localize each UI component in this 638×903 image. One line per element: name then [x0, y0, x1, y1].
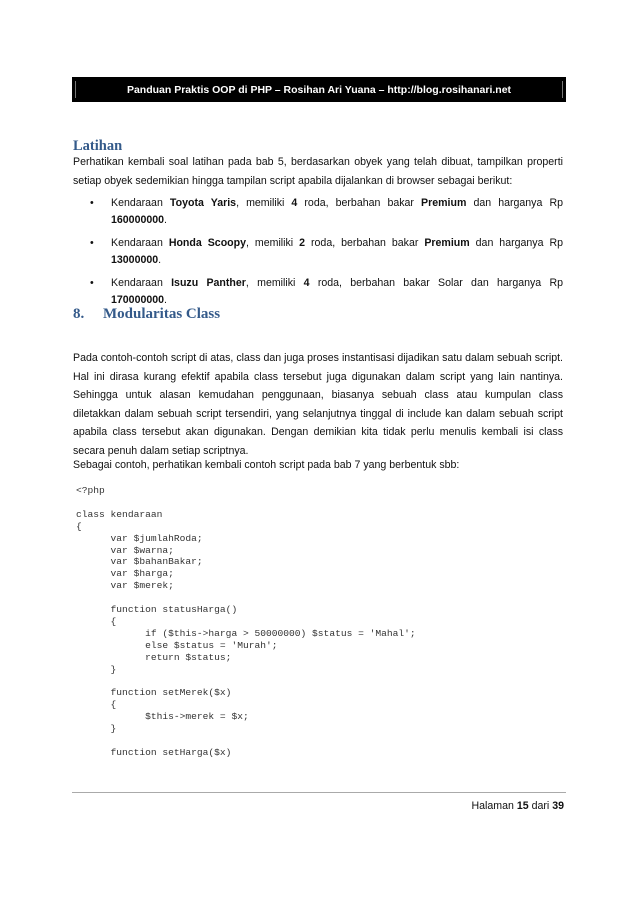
latihan-intro: Perhatikan kembali soal latihan pada bab 5, berdasarkan obyek yang telah dibuat, tampilkan properti setiap obyek sedemikian hingga tampilan script apabila dijalankan di browser sebagai berikut: [73, 156, 563, 187]
section-number: 8. [73, 306, 85, 322]
bullet-icon: • [90, 237, 94, 249]
bullet-icon: • [90, 197, 94, 209]
running-header-text: Panduan Praktis OOP di PHP – Rosihan Ari Yuana – http://blog.rosihanari.net [126, 83, 512, 96]
list-item: • Kendaraan Toyota Yaris, memiliki 4 roda, berbahan bakar Premium dan harganya Rp 160000000. [90, 197, 563, 226]
section-8-paragraph: Pada contoh-contoh script di atas, class dan juga proses instantisasi dijadikan satu dalam sebuah script. Hal ini dirasa kurang efektif apabila class tersebut juga digunakan dalam script yang lain nantinya. Sehingga untuk alasan kemudahan penggunaan, biasanya sebuah class atau kumpulan class diletakkan dalam sebuah script tersendiri, yang selanjutnya tinggal di include kan dalam sebuah script apabila class tersebut akan digunakan. Dengan demikian kita tidak perlu menulis kembali isi class secara penuh dalam setiap scriptnya. [73, 352, 563, 457]
page-number: 15 [516, 800, 529, 812]
page-footer: Halaman 15 dari 39 [471, 800, 564, 812]
page-total: 39 [552, 800, 564, 812]
code-block: <?php class kendaraan { var $jumlahRoda; var $warna; var $bahanBakar; var $harga; var $merek; function statusHarga() { if ($this->harga > 50000000) $status = 'Mahal'; else $status = 'Murah'; return $status; } function setMerek($x) { $this->merek = $x; } function setHarga($x) [76, 485, 416, 758]
footer-divider [72, 792, 566, 793]
section-8-heading [73, 306, 220, 323]
list-item: • Kendaraan Isuzu Panther, memiliki 4 roda, berbahan bakar Solar dan harganya Rp 170000000. [90, 277, 563, 306]
running-header [72, 77, 566, 102]
latihan-heading: Latihan [73, 138, 123, 154]
bullet-icon: • [90, 277, 94, 289]
latihan-list [73, 195, 563, 315]
section-title: Modularitas Class [103, 306, 221, 322]
list-item: • Kendaraan Honda Scoopy, memiliki 2 roda, berbahan bakar Premium dan harganya Rp 13000000. [90, 237, 563, 266]
example-intro: Sebagai contoh, perhatikan kembali contoh script pada bab 7 yang berbentuk sbb: [73, 459, 460, 471]
